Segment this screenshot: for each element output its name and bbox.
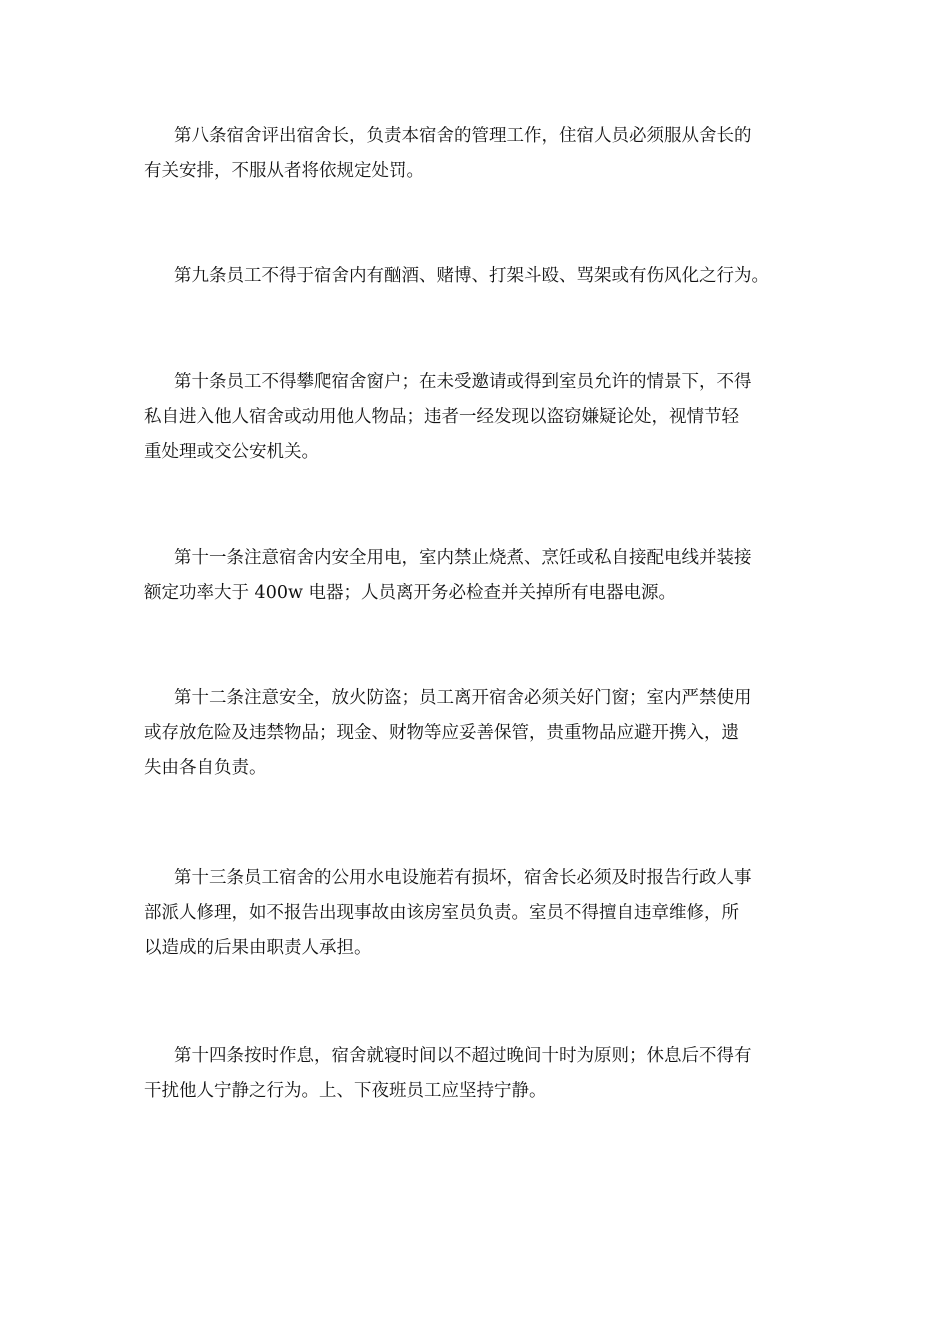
- paragraph-line: 干扰他人宁静之行为。上、下夜班员工应坚持宁静。: [144, 1081, 547, 1101]
- paragraph-line: 第九条员工不得于宿舍内有酗酒、赌博、打架斗殴、骂架或有伤风化之行为。: [174, 266, 769, 286]
- paragraph-line: 第十一条注意宿舍内安全用电，室内禁止烧煮、烹饪或私自接配电线并装接: [174, 548, 752, 568]
- paragraph-line: 第十三条员工宿舍的公用水电设施若有损坏，宿舍长必须及时报告行政人事: [174, 868, 752, 888]
- article-9-paragraph: [144, 268, 824, 303]
- paragraph-line: 或存放危险及违禁物品；现金、财物等应妥善保管，贵重物品应避开携入，遗: [144, 723, 739, 743]
- paragraph-line: 第十条员工不得攀爬宿舍窗户；在未受邀请或得到室员允许的情景下，不得: [174, 372, 752, 392]
- article-11-paragraph: [144, 550, 824, 620]
- paragraph-line: 第十二条注意安全，放火防盗；员工离开宿舍必须关好门窗；室内严禁使用: [174, 688, 752, 708]
- paragraph-line: 部派人修理，如不报告出现事故由该房室员负责。室员不得擅自违章维修，所: [144, 903, 739, 923]
- paragraph-line: 私自进入他人宿舍或动用他人物品；违者一经发现以盗窃嫌疑论处，视情节轻: [144, 407, 739, 427]
- article-8-paragraph: [144, 128, 824, 198]
- article-14-paragraph: [144, 1048, 824, 1118]
- paragraph-line: 第八条宿舍评出宿舍长，负责本宿舍的管理工作，住宿人员必须服从舍长的: [174, 126, 752, 146]
- paragraph-line: 重处理或交公安机关。: [144, 442, 319, 462]
- paragraph-line: 第十四条按时作息，宿舍就寝时间以不超过晚间十时为原则；休息后不得有: [174, 1046, 752, 1066]
- article-10-paragraph: [144, 374, 824, 479]
- paragraph-line: 失由各自负责。: [144, 758, 267, 778]
- article-13-paragraph: [144, 870, 824, 975]
- paragraph-line: 额定功率大于 400w 电器；人员离开务必检查并关掉所有电器电源。: [144, 583, 677, 603]
- paragraph-line: 有关安排，不服从者将依规定处罚。: [144, 161, 424, 181]
- article-12-paragraph: [144, 690, 824, 795]
- paragraph-line: 以造成的后果由职责人承担。: [144, 938, 372, 958]
